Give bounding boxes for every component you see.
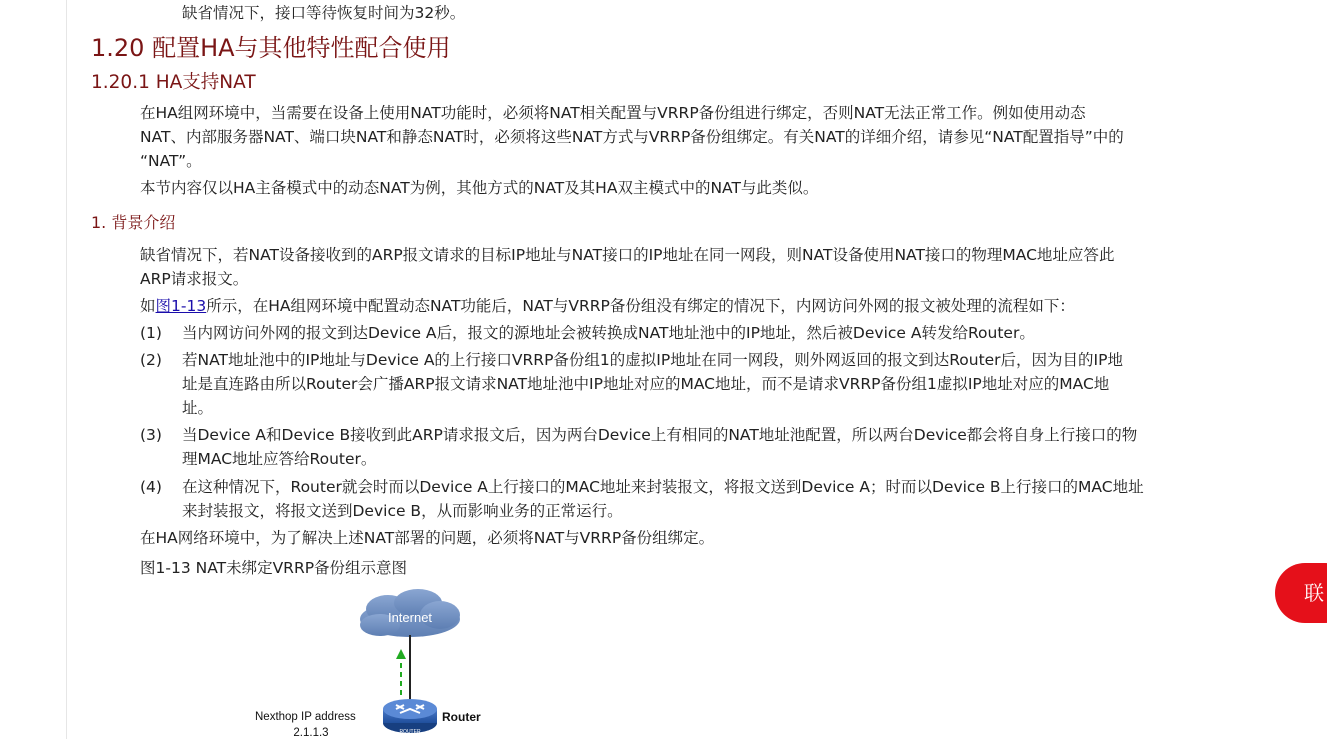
router-icon: [383, 699, 437, 733]
figure-reference-paragraph: [140, 294, 1075, 318]
page-left-border: [66, 0, 67, 739]
background-line-1: 缺省情况下，若NAT设备接收到的ARP报文请求的目标IP地址与NAT接口的IP地址在同一网段，则NAT设备使用NAT接口的物理MAC地址应答此: [140, 246, 1115, 264]
background-heading: 1. 背景介绍: [91, 213, 176, 232]
nexthop-label: Nexthop IP address: [255, 711, 356, 723]
step-1-line-1: 当内网访问外网的报文到达Device A后，报文的源地址会被转换成NAT地址池中的IP地址，然后被Device A转发给Router。: [182, 324, 1035, 342]
router-label: Router: [442, 710, 481, 724]
figure-link[interactable]: 图1-13: [155, 297, 207, 315]
fig-ref-suffix: 所示，在HA组网环境中配置动态NAT功能后，NAT与VRRP备份组没有绑定的情况下，内网访问外网的报文被处理的流程如下：: [206, 297, 1075, 315]
step-2-line-2: 址是直连路由所以Router会广播ARP报文请求NAT地址池中IP地址对应的MAC地址，而不是请求VRRP备份组1虚拟IP地址对应的MAC地: [182, 375, 1110, 393]
scope-paragraph: 本节内容仅以HA主备模式中的动态NAT为例，其他方式的NAT及其HA双主模式中的NAT与此类似。: [140, 179, 819, 197]
intro-line-2: NAT、内部服务器NAT、端口块NAT和静态NAT时，必须将这些NAT方式与VRRP备份组绑定。有关NAT的详细介绍，请参见“NAT配置指导”中的: [140, 128, 1124, 146]
step-number: (1): [140, 324, 162, 342]
section-title: 1.20 配置HA与其他特性配合使用: [91, 34, 451, 62]
intro-line-1: 在HA组网环境中，当需要在设备上使用NAT功能时，必须将NAT相关配置与VRRP备份组进行绑定，否则NAT无法正常工作。例如使用动态: [140, 104, 1086, 122]
step-3-line-1: 当Device A和Device B接收到此ARP请求报文后，因为两台Device上有相同的NAT地址池配置，所以两台Device都会将自身上行接口的物: [182, 426, 1138, 444]
internet-label: Internet: [387, 610, 433, 625]
step-number: (2): [140, 351, 162, 369]
step-4-line-2: 来封装报文，将报文送到Device B，从而影响业务的正常运行。: [182, 502, 623, 520]
contact-float-button[interactable]: 联: [1275, 563, 1327, 623]
subsection-title: 1.20.1 HA支持NAT: [91, 72, 256, 93]
step-number: (3): [140, 426, 162, 444]
step-number: (4): [140, 478, 162, 496]
fig-ref-prefix: 如: [140, 297, 156, 315]
conclusion-paragraph: 在HA网络环境中，为了解决上述NAT部署的问题，必须将NAT与VRRP备份组绑定。: [140, 529, 715, 547]
nat-vrrp-diagram: [240, 585, 540, 739]
step-2-line-1: 若NAT地址池中的IP地址与Device A的上行接口VRRP备份组1的虚拟IP地址在同一网段，则外网返回的报文到达Router后，因为目的IP地: [182, 351, 1123, 369]
figure-caption: 图1-13 NAT未绑定VRRP备份组示意图: [140, 559, 408, 577]
prev-paragraph-tail: 缺省情况下，接口等待恢复时间为32秒。: [182, 4, 466, 22]
traffic-arrow-icon: [396, 649, 406, 695]
step-4-line-1: 在这种情况下，Router就会时而以Device A上行接口的MAC地址来封装报文，将报文送到Device A；时而以Device B上行接口的MAC地址: [182, 478, 1144, 496]
intro-line-3: “NAT”。: [140, 152, 202, 170]
step-2-line-3: 址。: [182, 399, 214, 417]
nexthop-ip: 2.1.1.3: [293, 727, 329, 739]
router-badge: ROUTER: [399, 729, 421, 735]
step-3-line-2: 理MAC地址应答给Router。: [182, 450, 377, 468]
background-line-2: ARP请求报文。: [140, 270, 249, 288]
